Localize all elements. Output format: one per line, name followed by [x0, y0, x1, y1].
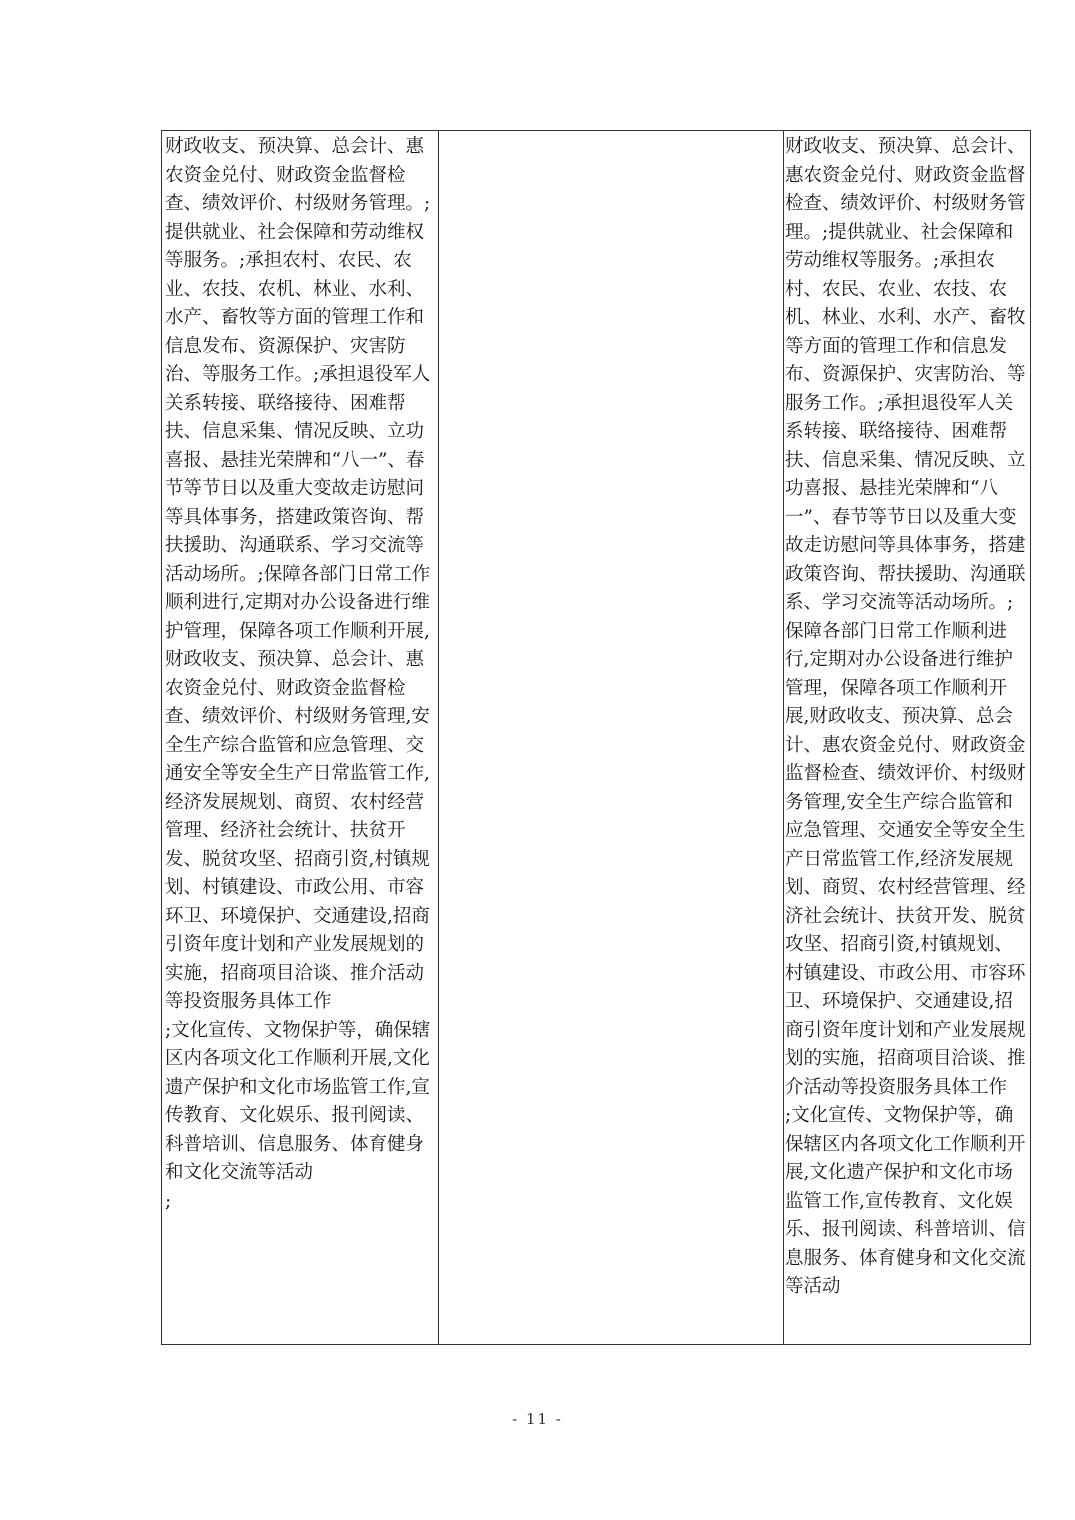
table-cell-left: [162, 131, 439, 1344]
page-number: - 11 -: [512, 1410, 563, 1428]
table-cell-right: [784, 131, 1030, 1344]
right-cell-text: 财政收支、预决算、总会计、惠农资金兑付、财政资金监督检查、绩效评价、村级财务管理。;提供就业、社会保障和劳动维权等服务。;承担农村、农民、农业、农技、农机、林业、水利、水产、畜牧等方面的管理工作和信息发布、资源保护、灾害防治、等服务工作。;承担退役军人关系转接、联络接待、困难帮扶、信息采集、情况反映、立功喜报、悬挂光荣牌和“八一”、春节等节日以及重大变故走访慰问等具体事务，搭建政策咨询、帮扶援助、沟通联系、学习交流等活动场所。;保障各部门日常工作顺利进行,定期对办公设备进行维护管理，保障各项工作顺利开展,财政收支、预决算、总会计、惠农资金兑付、财政资金监督检查、绩效评价、村级财务管理,安全生产综合监管和应急管理、交通安全等安全生产日常监管工作,经济发展规划、商贸、农村经营管理、经济社会统计、扶贫开发、脱贫攻坚、招商引资,村镇规划、村镇建设、市政公用、市容环卫、环境保护、交通建设,招商引资年度计划和产业发展规划的实施，招商项目洽谈、推介活动等投资服务具体工作 ;文化宣传、文物保护等，确保辖区内各项文化工作顺利开展,文化遗产保护和文化市场监管工作,宣传教育、文化娱乐、报刊阅读、科普培训、信息服务、体育健身和文化交流等活动: [785, 136, 1026, 1297]
table-cell-middle: [439, 131, 784, 1344]
left-cell-text: 财政收支、预决算、总会计、惠农资金兑付、财政资金监督检查、绩效评价、村级财务管理。;提供就业、社会保障和劳动维权等服务。;承担农村、农民、农业、农技、农机、林业、水利、水产、畜牧等方面的管理工作和信息发布、资源保护、灾害防治、等服务工作。;承担退役军人关系转接、联络接待、困难帮扶、信息采集、情况反映、立功喜报、悬挂光荣牌和“八一”、春节等节日以及重大变故走访慰问等具体事务，搭建政策咨询、帮扶援助、沟通联系、学习交流等活动场所。;保障各部门日常工作顺利进行,定期对办公设备进行维护管理，保障各项工作顺利开展,财政收支、预决算、总会计、惠农资金兑付、财政资金监督检查、绩效评价、村级财务管理,安全生产综合监管和应急管理、交通安全等安全生产日常监管工作,经济发展规划、商贸、农村经营管理、经济社会统计、扶贫开发、脱贫攻坚、招商引资,村镇规划、村镇建设、市政公用、市容环卫、环境保护、交通建设,招商引资年度计划和产业发展规划的实施，招商项目洽谈、推介活动等投资服务具体工作 ;文化宣传、文物保护等，确保辖区内各项文化工作顺利开展,文化遗产保护和文化市场监管工作,宣传教育、文化娱乐、报刊阅读、科普培训、信息服务、体育健身和文化交流等活动 ;: [165, 136, 431, 1212]
duties-table: [161, 130, 1031, 1345]
